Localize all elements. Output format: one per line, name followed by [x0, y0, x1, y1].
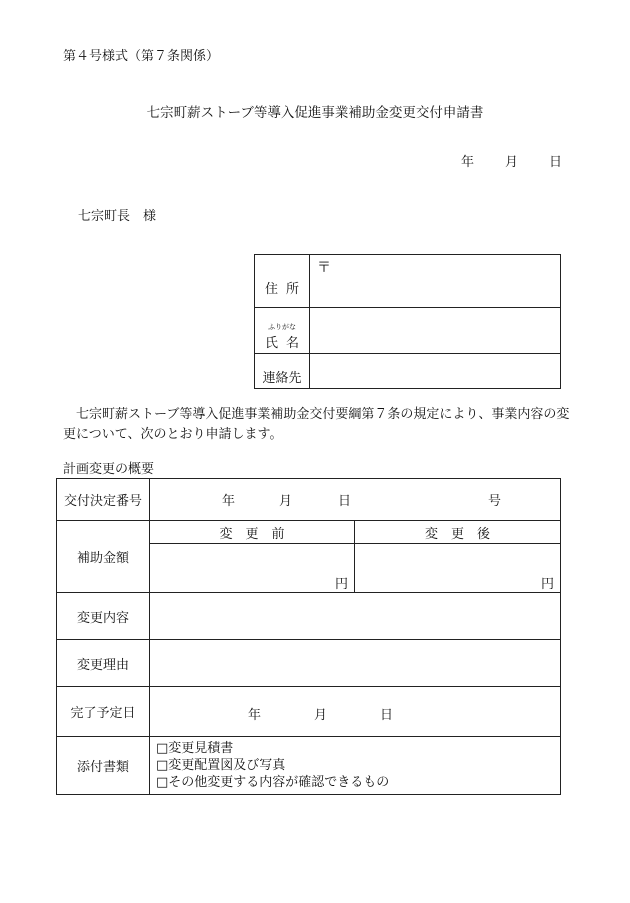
completion-year: 年	[248, 708, 262, 723]
document-title: 七宗町薪ストーブ等導入促進事業補助金変更交付申請書	[146, 105, 484, 121]
name-label-cell	[255, 308, 310, 354]
attachments-label: 添付書類	[57, 737, 150, 795]
applicant-table	[254, 254, 561, 389]
before-amount-field[interactable]	[150, 544, 355, 593]
completion-date-field[interactable]	[150, 687, 561, 737]
yen-before: 円	[334, 577, 348, 592]
subsidy-label: 補助金額	[57, 521, 150, 593]
address-label-1: 住	[265, 282, 279, 297]
completion-label: 完了予定日	[57, 687, 150, 737]
decision-month: 月	[279, 494, 293, 509]
date-day: 日	[549, 155, 563, 170]
completion-day: 日	[380, 708, 394, 723]
name-field[interactable]	[310, 308, 561, 354]
decision-number-label: 交付決定番号	[57, 479, 150, 521]
content-field[interactable]	[150, 593, 561, 640]
date-year: 年	[461, 155, 475, 170]
reason-field[interactable]	[150, 640, 561, 687]
contact-field[interactable]	[310, 354, 561, 389]
decision-year: 年	[222, 494, 236, 509]
furigana-label: ふりがな	[268, 323, 296, 331]
attachment-item[interactable]: □変更配置図及び写真	[156, 758, 286, 773]
address-field[interactable]	[310, 255, 561, 308]
content-label: 変更内容	[57, 593, 150, 640]
date-month: 月	[505, 155, 519, 170]
address-label-cell	[255, 255, 310, 308]
contact-label: 連絡先	[262, 371, 302, 386]
before-header: 変 更 前	[150, 521, 355, 544]
addressee: 七宗町長 様	[78, 209, 157, 224]
completion-month: 月	[314, 708, 328, 723]
overview-label: 計画変更の概要	[63, 462, 155, 477]
attachment-item[interactable]: □変更見積書	[156, 741, 234, 756]
application-statement: 七宗町薪ストーブ等導入促進事業補助金交付要綱第７条の規定により、事業内容の変更について、次のとおり申請します。	[63, 407, 570, 442]
yen-after: 円	[540, 577, 554, 592]
name-label-2: 名	[285, 336, 299, 351]
postal-mark: 〒	[317, 260, 331, 276]
application-date	[461, 151, 562, 170]
name-label-1: 氏	[265, 336, 279, 351]
after-amount-field[interactable]	[355, 544, 561, 593]
decision-day: 日	[338, 494, 352, 509]
reason-label: 変更理由	[57, 640, 150, 687]
address-label-2: 所	[285, 282, 299, 297]
attachments-list	[150, 737, 561, 795]
attachment-item[interactable]: □その他変更する内容が確認できるもの	[156, 775, 390, 790]
contact-label-cell	[255, 354, 310, 389]
overview-table	[56, 478, 561, 795]
decision-no: 号	[488, 494, 502, 509]
decision-number-field[interactable]	[150, 479, 561, 521]
after-header: 変 更 後	[355, 521, 561, 544]
form-reference: 第４号様式（第７条関係）	[63, 49, 220, 64]
